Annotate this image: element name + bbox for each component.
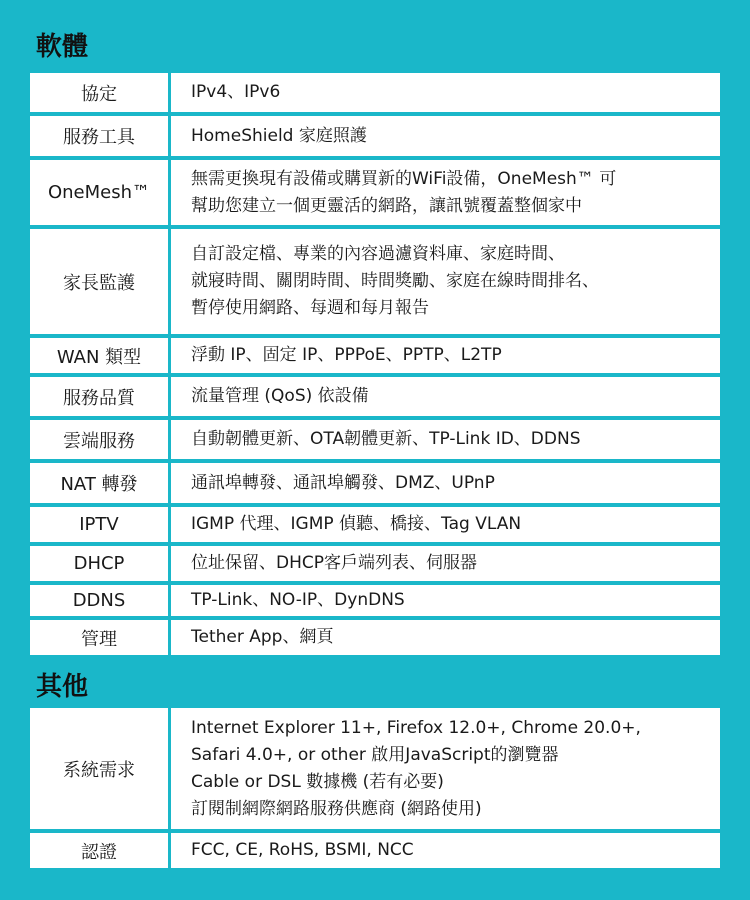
- section-title-other: 其他: [36, 672, 89, 702]
- spec-value-line: 浮動 IP、固定 IP、PPPoE、PPTP、L2TP: [191, 345, 502, 365]
- spec-value: [171, 377, 720, 416]
- spec-label: 認證: [30, 833, 171, 868]
- spec-label: 系統需求: [30, 708, 171, 829]
- spec-value: [171, 229, 720, 334]
- spec-value: [171, 585, 720, 616]
- other-spec-table: [30, 708, 720, 872]
- spec-value-line: FCC, CE, RoHS, BSMI, NCC: [191, 840, 414, 860]
- spec-label: 協定: [30, 73, 171, 112]
- spec-label: WAN 類型: [30, 338, 171, 373]
- spec-label: 服務品質: [30, 377, 171, 416]
- spec-value: [171, 160, 720, 225]
- spec-value-line: 暫停使用網路、每週和每月報告: [191, 298, 429, 318]
- spec-row-dhcp: [30, 546, 720, 581]
- spec-value-line: TP-Link、NO-IP、DynDNS: [191, 590, 405, 610]
- spec-value: [171, 338, 720, 373]
- spec-value-line: Safari 4.0+, or other 啟用JavaScript的瀏覽器: [191, 744, 559, 765]
- spec-row-cloud-service: [30, 420, 720, 459]
- spec-value-line: Cable or DSL 數據機 (若有必要): [191, 771, 444, 792]
- spec-row-qos: [30, 377, 720, 416]
- spec-row-ddns: [30, 585, 720, 616]
- spec-row-management: [30, 620, 720, 655]
- spec-row-service-tool: [30, 116, 720, 156]
- spec-value-line: Tether App、網頁: [191, 627, 334, 647]
- spec-label: 家長監護: [30, 229, 171, 334]
- spec-value-line: 自動韌體更新、OTA韌體更新、TP-Link ID、DDNS: [191, 429, 581, 449]
- spec-value-line: 自訂設定檔、專業的內容過濾資料庫、家庭時間、: [191, 244, 565, 264]
- spec-value: [171, 73, 720, 112]
- spec-row-protocol: [30, 73, 720, 112]
- spec-label: NAT 轉發: [30, 463, 171, 503]
- software-spec-table: [30, 73, 720, 659]
- spec-value-line: Internet Explorer 11+, Firefox 12.0+, Chrome 20.0+,: [191, 717, 641, 738]
- spec-value-line: HomeShield 家庭照護: [191, 125, 367, 146]
- spec-label: OneMesh™: [30, 160, 171, 225]
- spec-label: DDNS: [30, 585, 171, 616]
- spec-value: [171, 116, 720, 156]
- spec-value-line: 無需更換現有設備或購買新的WiFi設備，OneMesh™ 可: [191, 168, 617, 189]
- spec-value-line: 通訊埠轉發、通訊埠觸發、DMZ、UPnP: [191, 472, 495, 493]
- spec-row-onemesh: [30, 160, 720, 225]
- spec-row-parental-control: [30, 229, 720, 334]
- spec-label: IPTV: [30, 507, 171, 542]
- spec-value-line: 就寢時間、關閉時間、時間獎勵、家庭在線時間排名、: [191, 271, 599, 291]
- spec-label: 雲端服務: [30, 420, 171, 459]
- spec-row-certification: [30, 833, 720, 868]
- spec-value-line: IPv4、IPv6: [191, 82, 281, 102]
- spec-row-system-requirements: [30, 708, 720, 829]
- section-title-software: 軟體: [36, 32, 89, 62]
- spec-row-iptv: [30, 507, 720, 542]
- spec-value-line: 流量管理 (QoS) 依設備: [191, 386, 369, 406]
- spec-label: 管理: [30, 620, 171, 655]
- spec-value: [171, 708, 720, 829]
- spec-label: DHCP: [30, 546, 171, 581]
- spec-value: [171, 463, 720, 503]
- spec-value: [171, 620, 720, 655]
- spec-row-nat-forwarding: [30, 463, 720, 503]
- spec-label: 服務工具: [30, 116, 171, 156]
- spec-value-line: IGMP 代理、IGMP 偵聽、橋接、Tag VLAN: [191, 514, 522, 534]
- spec-value: [171, 546, 720, 581]
- spec-value: [171, 833, 720, 868]
- spec-value-line: 幫助您建立一個更靈活的網路，讓訊號覆蓋整個家中: [191, 195, 582, 216]
- spec-value-line: 訂閱制網際網路服務供應商 (網路使用): [191, 798, 482, 819]
- spec-value-line: 位址保留、DHCP客戶端列表、伺服器: [191, 553, 477, 573]
- spec-row-wan-type: [30, 338, 720, 373]
- spec-value: [171, 507, 720, 542]
- spec-value: [171, 420, 720, 459]
